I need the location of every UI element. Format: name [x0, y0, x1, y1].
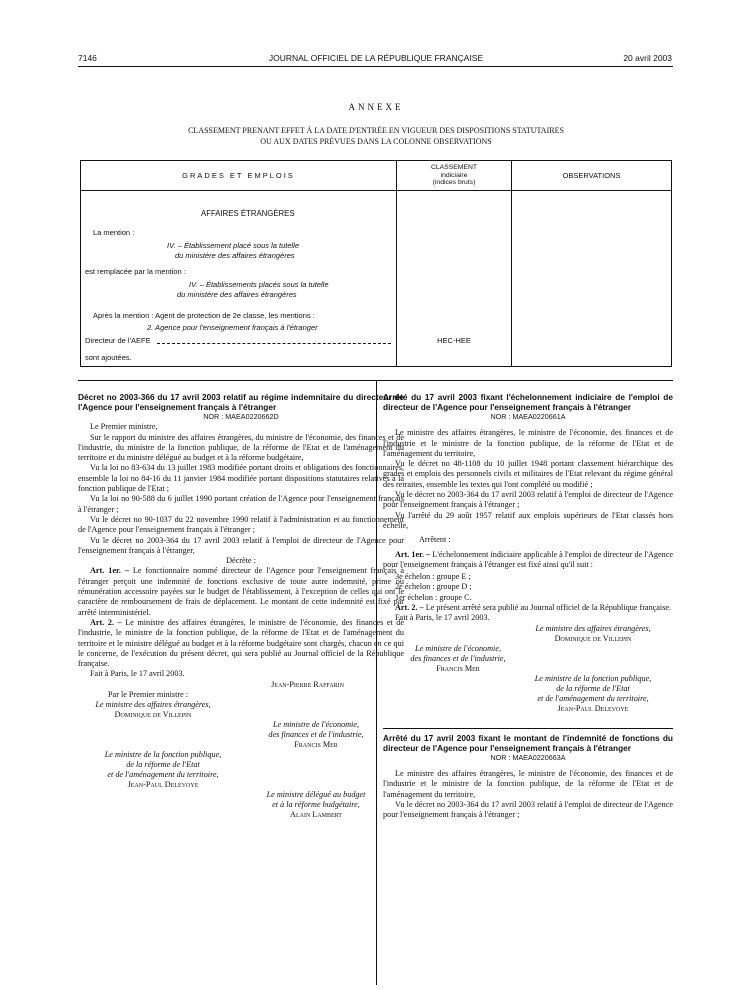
section-rule — [78, 380, 673, 381]
arrete2-nor: NOR : MAEA0220663A — [490, 752, 566, 762]
right-column — [383, 392, 673, 820]
arrete1-fait: Fait à Paris, le 17 avril 2003. — [395, 613, 490, 623]
arrete-separator — [383, 728, 673, 729]
r-signature-2: Le ministre de l'économie, des finances et de l'industrie, Francis Mer — [410, 643, 506, 673]
signature-2: Le ministre de l'économie, des finances et de l'industrie, Francis Mer — [268, 720, 364, 750]
header-classement: CLASSEMENT indiciaire (indices bruts) — [397, 161, 512, 191]
decret-p6: Vu le décret no 2003-364 du 17 avril 2003 relatif à l'emploi de directeur de l'Agence pour l'enseignement français à l'étranger, — [78, 535, 404, 555]
decrete: Décrète : — [226, 556, 256, 566]
arrete1-art1: Art. 1er. – L'échelonnement indiciaire applicable à l'emploi de directeur de l'Agence pour l'enseignement français à l'étranger est fixé ainsi qu'il suit : — [383, 549, 674, 569]
decret-p1: Le Premier ministre, — [90, 422, 158, 432]
echelon-1: 1er échelon : groupe C. — [395, 592, 472, 602]
arrete1-p1: Le ministre des affaires étrangères, le ministre de l'économie, des finances et de l'industrie et le ministre de la fonction publique, de la réforme de l'Etat et de l'aménagement du territoire, — [383, 428, 673, 458]
echelon-3: 3e échelon : groupe E ; — [395, 572, 471, 582]
section-heading: AFFAIRES ÉTRANGÈRES — [201, 209, 295, 218]
mention-new-2: du ministère des affaires étrangères — [177, 290, 297, 299]
page-date: 20 avril 2003 — [623, 53, 672, 63]
arrete1-art2: Art. 2. – Le présent arrêté sera publié au Journal officiel de la République française. — [395, 603, 672, 613]
decret-art1: Art. 1er. – Le fonctionnaire nommé directeur de l'Agence pour l'enseignement français à l'étranger perçoit une indemnité de fonctions exclusive de toute autre indemnité, prime ou rémunération accessoire payées sur le budget de l'établissement, à l'exception de celles qui ont le caractère de remboursement de frais de déplacement. Le montant de cette indemnité est fixé par arrêté interministériel. — [78, 566, 404, 617]
annexe-subtitle-2: OU AUX DATES PRÉVUES DANS LA COLONNE OBSERVATIONS — [260, 137, 492, 146]
par-pm: Par le Premier ministre : — [108, 690, 189, 700]
arrete1-p3: Vu le décret no 2003-364 du 17 avril 2003 relatif à l'emploi de directeur de l'Agence pour l'enseignement français à l'étranger ; — [383, 490, 673, 510]
mention-new-1: IV. – Établissements placés sous la tutelle — [189, 280, 329, 289]
decret-p5: Vu le décret no 90-1037 du 22 novembre 1990 relatif à l'administration et au fonctionnement de l'Agence pour l'enseignement français à l'étranger ; — [78, 514, 404, 535]
header-rule — [78, 66, 673, 67]
arrete2-p2: Vu le décret no 2003-364 du 17 avril 2003 relatif à l'emploi de directeur de l'Agence pour l'enseignement français à l'étranger ; — [383, 799, 673, 820]
header-observations: OBSERVATIONS — [512, 161, 672, 191]
classement-value: HEC-HEE — [437, 336, 471, 345]
agence-mention: 2. Agence pour l'enseignement français à l'étranger — [147, 323, 318, 332]
r-signature-1: Le ministre des affaires étrangères, Dominique de Villepin — [535, 623, 651, 643]
leader-dots — [157, 343, 391, 344]
arrete1-p2: Vu le décret no 48-1108 du 10 juillet 1948 portant classement hiérarchique des grades et emplois des personnels civils et militaires de l'Etat relevant du régime général des retraites, ensemble les textes qui l'ont complété ou modifié ; — [383, 459, 673, 489]
echelon-2: 2e échelon : groupe D ; — [395, 582, 472, 592]
signature-pm: Jean-Pierre Raffarin — [271, 679, 344, 689]
arrete1-nor: NOR : MAEA0220661A — [490, 412, 566, 421]
observations-cell — [512, 191, 672, 367]
arrete1-p4: Vu l'arrêté du 29 août 1957 relatif aux emplois supérieurs de l'Etat classés hors échelle, — [383, 510, 673, 530]
decret-nor: NOR : MAEA0220662D — [203, 412, 279, 421]
signature-1: Le ministre des affaires étrangères, Dominique de Villepin — [95, 700, 211, 720]
mention-old-2: du ministère des affaires étrangères — [175, 251, 295, 260]
arrete2-p1: Le ministre des affaires étrangères, le ministre de l'économie, des finances et de l'industrie et le ministre de la fonction publique, de la réforme de l'Etat et de l'aménagement du territoire, — [383, 768, 673, 799]
la-mention: La mention : — [93, 228, 135, 237]
sont-ajoutees: sont ajoutées. — [85, 353, 132, 362]
decret-p3: Vu la loi no 83-634 du 13 juillet 1983 modifiée portant droits et obligations des fonctionnaires, ensemble la loi no 84-16 du 11 janvier 1984 modifiée portant dispositions statutaires relatives à la fonction publique de l'Etat ; — [78, 463, 404, 494]
decret-p4: Vu la loi no 90-588 du 6 juillet 1990 portant création de l'Agence pour l'enseignement français à l'étranger ; — [78, 494, 404, 514]
journal-title: JOURNAL OFFICIEL DE LA RÉPUBLIQUE FRANÇAISE — [268, 53, 484, 63]
classement-table — [80, 160, 672, 367]
apres-mention: Après la mention : Agent de protection de 2e classe, les mentions : — [93, 311, 315, 320]
arretent: Arrêtent : — [419, 535, 451, 545]
signature-4: Le ministre délégué au budget et à la réforme budgétaire, Alain Lambert — [266, 790, 366, 820]
grades-cell — [81, 191, 397, 367]
arrete2-title: Arrêté du 17 avril 2003 fixant le montant de l'indemnité de fonctions du directeur de l'Agence pour l'enseignement français à l'étranger — [383, 732, 673, 753]
remplacee: est remplacée par la mention : — [85, 267, 186, 276]
annexe-subtitle-1: CLASSEMENT PRENANT EFFET À LA DATE D'ENTRÉE EN VIGUEUR DES DISPOSITIONS STATUTAIRES — [188, 126, 564, 135]
header-grades: GRADES ET EMPLOIS — [81, 161, 397, 191]
annexe-title: ANNEXE — [348, 102, 404, 112]
page-number: 7146 — [78, 53, 97, 63]
decret-fait: Fait à Paris, le 17 avril 2003. — [90, 669, 185, 679]
arrete1-title: Arrêté du 17 avril 2003 fixant l'échelonnement indiciaire de l'emploi de directeur de l'Agence pour l'enseignement français à l'étranger — [383, 392, 673, 412]
mention-old-1: IV. – Établissement placé sous la tutelle — [167, 241, 300, 250]
column-rule — [376, 380, 377, 985]
decret-art2: Art. 2. – Le ministre des affaires étrangères, le ministre de l'économie, des finances et de l'industrie, le ministre de la fonction publique, de la réforme de l'Etat et de l'aménagement du territoire et le ministre délégué au budget et à la réforme budgétaire sont chargés, chacun en ce qui le concerne, de l'exécution du présent décret, qui sera publié au Journal officiel de la République française. — [78, 617, 405, 669]
decret-title: Décret no 2003-366 du 17 avril 2003 relatif au régime indemnitaire du directeur de l'Agence pour l'enseignement français à l'étranger — [78, 392, 404, 412]
signature-3: Le ministre de la fonction publique, de la réforme de l'Etat et de l'aménagement du territoire, Jean-Paul Delevoye — [104, 750, 222, 790]
directeur-aefe: Directeur de l'AEFE — [85, 336, 151, 345]
r-signature-3: Le ministre de la fonction publique, de la réforme de l'Etat et de l'aménagement du territoire, Jean-Paul Delevoye — [534, 673, 652, 713]
left-column — [78, 392, 404, 820]
decret-p2: Sur le rapport du ministre des affaires étrangères, du ministre de l'économie, des finances et de l'industrie, du ministre de la fonction publique, de la réforme de l'Etat et de l'aménagement du territoire et du ministre délégué au budget et à la réforme budgétaire, — [78, 432, 404, 463]
classement-cell — [397, 191, 512, 367]
